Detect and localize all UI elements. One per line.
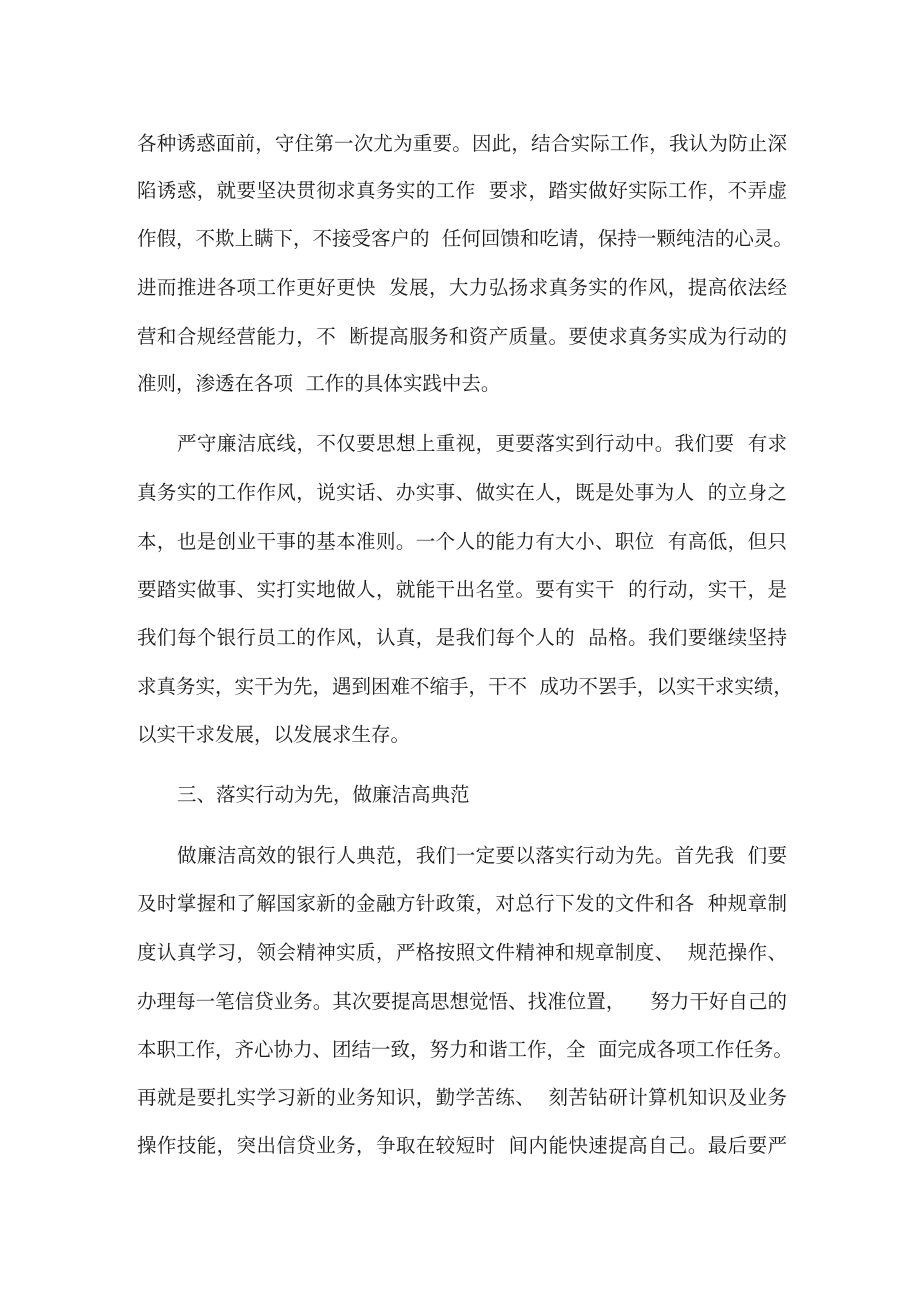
paragraph-3-line-2: 及时掌握和了解国家新的金融方针政策，对总行下发的文件和各 种规章制 — [137, 892, 787, 915]
paragraph-2-line-2: 真务实的工作作风，说实话、办实事、做实在人，既是处事为人 的立身之 — [137, 481, 787, 504]
paragraph-2-line-1: 严守廉洁底线，不仅要思想上重视，更要落实到行动中。我们要 有求 — [177, 432, 787, 455]
paragraph-3-line-4: 办理每一笔信贷业务。其次要提高思想觉悟、找准位置， 努力干好自己的 — [137, 990, 787, 1013]
paragraph-3-line-7: 操作技能，突出信贷业务，争取在较短时 间内能快速提高自己。最后要严 — [137, 1134, 787, 1157]
paragraph-1-line-2: 陷诱惑，就要坚决贯彻求真务实的工作 要求，踏实做好实际工作，不弄虚 — [137, 179, 787, 202]
paragraph-2-line-7: 以实干求发展，以发展求生存。 — [137, 723, 411, 746]
paragraph-1-line-5: 营和合规经营能力，不 断提高服务和资产质量。要使求真务实成为行动的 — [137, 325, 787, 348]
paragraph-2-line-6: 求真务实，实干为先，遇到困难不缩手，干不 成功不罢手，以实干求实绩， — [137, 675, 793, 698]
paragraph-2-line-5: 我们每个银行员工的作风，认真，是我们每个人的 品格。我们要继续坚持 — [137, 626, 787, 649]
paragraph-1-line-3: 作假，不欺上瞒下，不接受客户的 任何回馈和吃请，保持一颗纯洁的心灵。 — [137, 227, 793, 250]
paragraph-1-line-1: 各种诱惑面前，守住第一次尤为重要。因此，结合实际工作，我认为防止深 — [137, 132, 787, 155]
paragraph-1-line-6: 准则，渗透在各项 工作的具体实践中去。 — [137, 372, 501, 395]
paragraph-1-line-4: 进而推进各项工作更好更快 发展，大力弘扬求真务实的作风，提高依法经 — [137, 276, 787, 299]
paragraph-3-line-5: 本职工作，齐心协力、团结一致，努力和谐工作，全 面完成各项工作任务。 — [137, 1038, 793, 1061]
paragraph-3-line-3: 度认真学习，领会精神实质，严格按照文件精神和规章制度、 规范操作、 — [137, 941, 787, 964]
section-heading: 三、落实行动为先，做廉洁高典范 — [177, 783, 470, 806]
paragraph-3-line-1: 做廉洁高效的银行人典范，我们一定要以落实行动为先。首先我 们要 — [177, 844, 787, 867]
paragraph-2-line-3: 本，也是创业干事的基本准则。一个人的能力有大小、职位 有高低，但只 — [137, 530, 787, 553]
paragraph-2-line-4: 要踏实做事、实打实地做人，就能干出名堂。要有实干 的行动，实干，是 — [137, 578, 787, 601]
paragraph-3-line-6: 再就是要扎实学习新的业务知识，勤学苦练、 刻苦钻研计算机知识及业务 — [137, 1086, 787, 1109]
